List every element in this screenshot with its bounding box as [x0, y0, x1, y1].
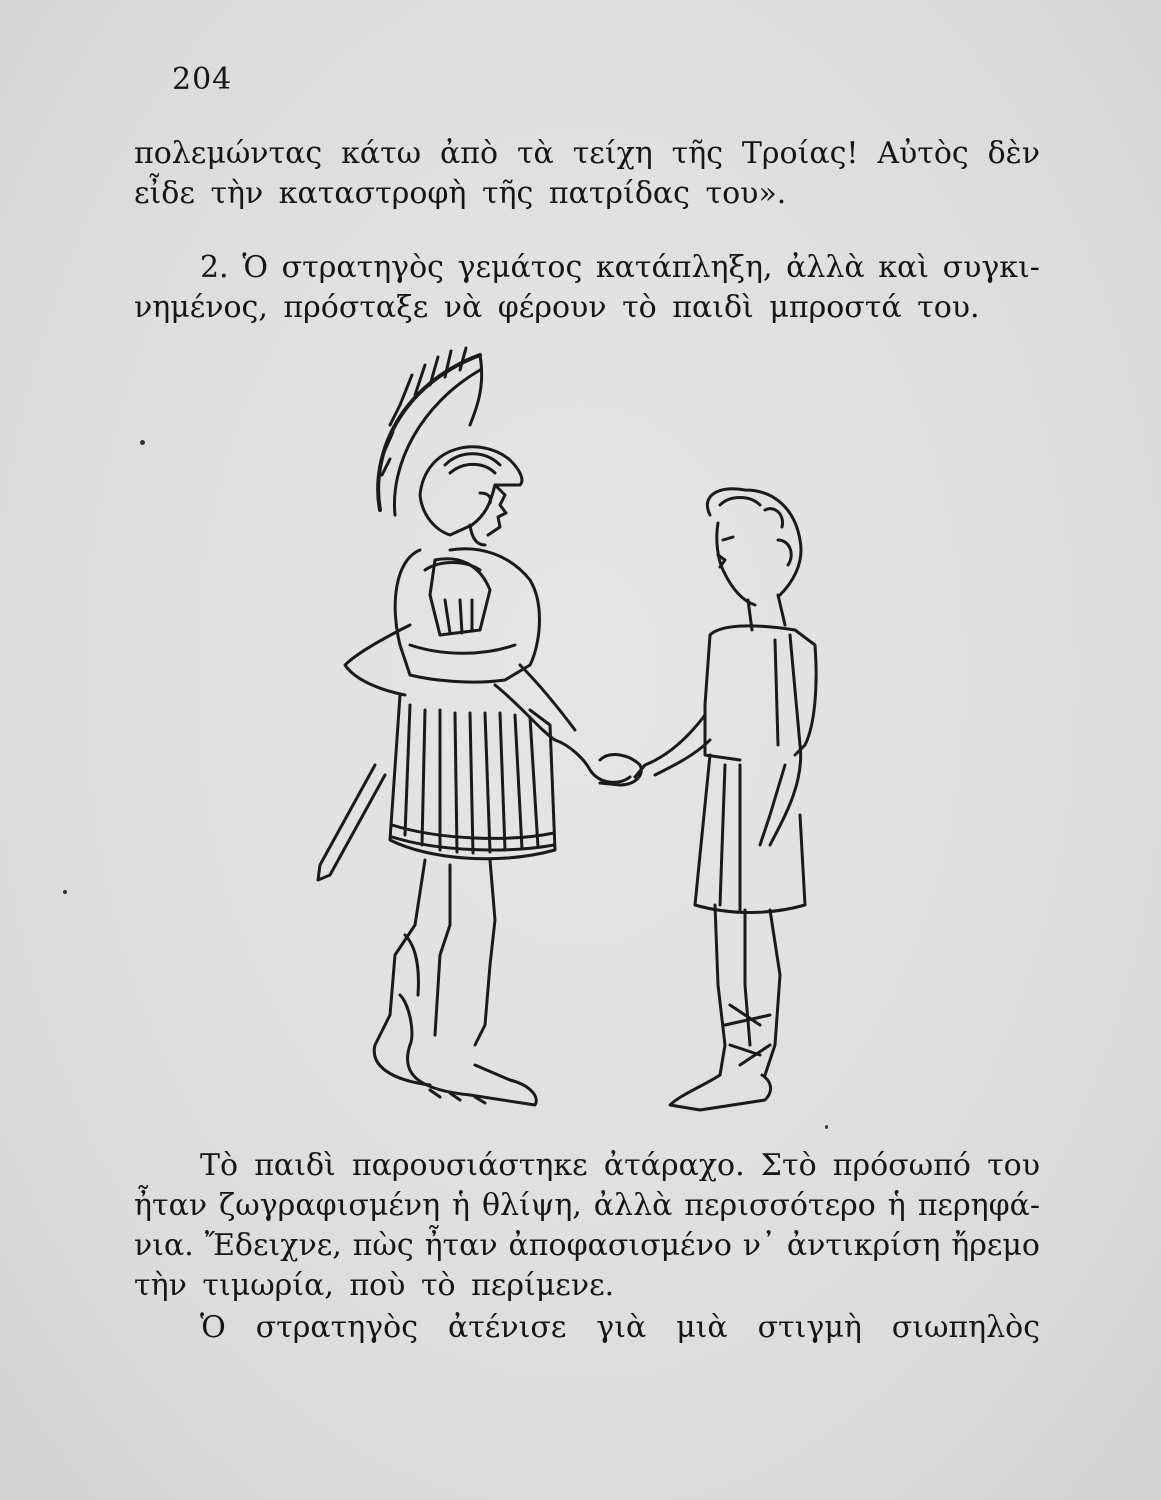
- text-line-6: ἦταν ζωγραφισμένη ἡ θλίψη, ἀλλὰ περισσότερο ἡ περηφά-: [134, 1188, 1040, 1223]
- boy-figure: [600, 489, 816, 1110]
- text-line-1: πολεμώντας κάτω ἀπὸ τὰ τείχη τῆς Τροίας! Αὐτὸς δὲν: [134, 136, 1040, 171]
- text-line-3: 2. Ὁ στρατηγὸς γεμάτος κατάπληξη, ἀλλὰ καὶ συγκι-: [200, 250, 1040, 285]
- text-line-5: Τὸ παιδὶ παρουσιάστηκε ἀτάραχο. Στὸ πρόσωπό του: [200, 1148, 1040, 1183]
- warrior-figure: [318, 348, 630, 1105]
- text-line-7: νια. Ἔδειχνε, πὼς ἦταν ἀποφασισμένο ν᾿ ἀντικρίση ἤρεμο: [134, 1228, 1040, 1263]
- paper-speck: [63, 890, 67, 894]
- text-line-2: εἶδε τὴν καταστροφὴ τῆς πατρίδας του».: [134, 176, 787, 211]
- illustration-warrior-and-boy: [300, 345, 840, 1115]
- paper-speck: [140, 440, 145, 445]
- text-line-8: τὴν τιμωρία, ποὺ τὸ περίμενε.: [134, 1268, 615, 1303]
- page-number: 204: [172, 62, 233, 97]
- text-line-4: νημένος, πρόσταξε νὰ φέρουν τὸ παιδὶ μπροστά του.: [134, 290, 980, 325]
- paper-speck: [825, 1125, 828, 1129]
- text-line-9: Ὁ στρατηγὸς ἀτένισε γιὰ μιὰ στιγμὴ σιωπηλὸς: [200, 1310, 1040, 1345]
